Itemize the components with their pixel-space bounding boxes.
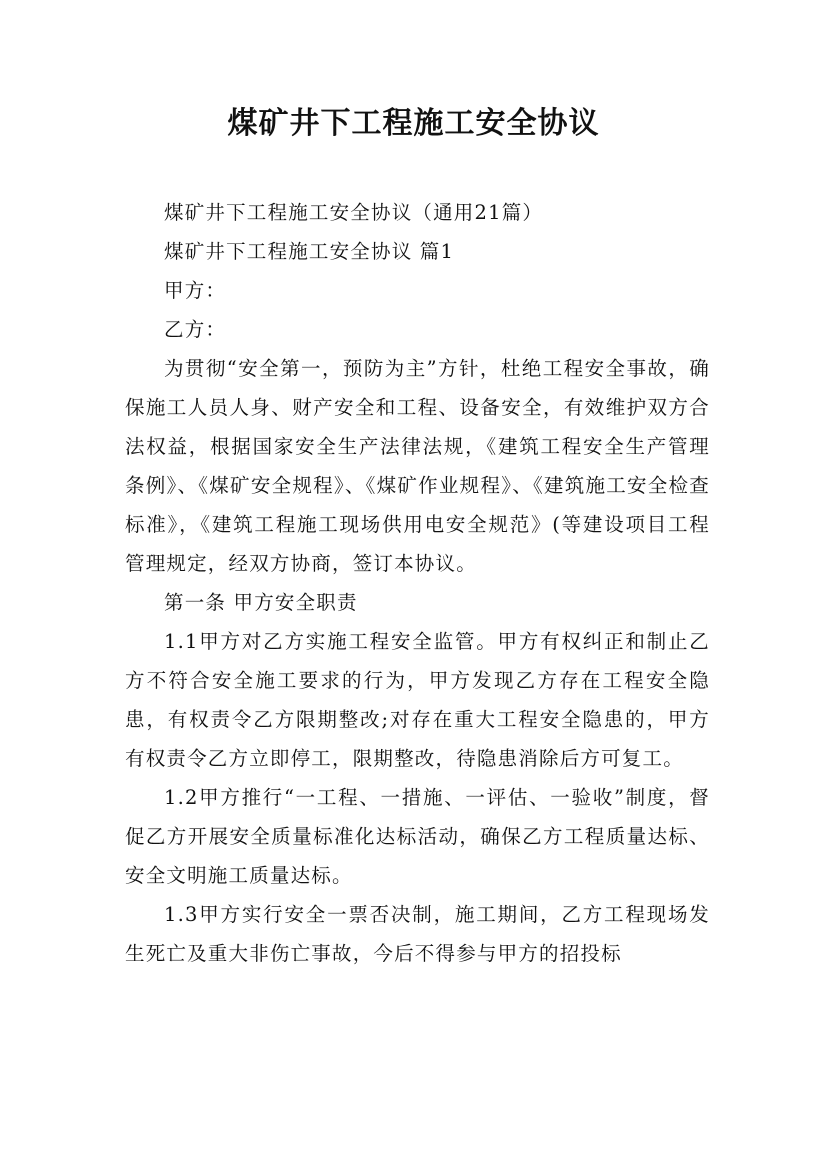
document-body: [125, 193, 710, 973]
document-subtitle: 煤矿井下工程施工安全协议（通用21篇）: [164, 201, 544, 224]
party-a-label: 甲方：: [164, 279, 227, 302]
clause-1-2: 1.2甲方推行“一工程、一措施、一评估、一验收”制度，督促乙方开展安全质量标准化达标活动，确保乙方工程质量达标、安全文明施工质量达标。: [125, 786, 710, 887]
document-title: 煤矿井下工程施工安全协议: [227, 106, 600, 141]
section-heading-part-1: 煤矿井下工程施工安全协议 篇1: [164, 240, 455, 263]
article-1-heading: 第一条 甲方安全职责: [164, 591, 358, 614]
clause-1-3: 1.3甲方实行安全一票否决制，施工期间，乙方工程现场发生死亡及重大非伤亡事故，今后不得参与甲方的招投标: [125, 903, 710, 965]
preamble-paragraph: 为贯彻“安全第一，预防为主”方针，杜绝工程安全事故，确保施工人员人身、财产安全和工程、设备安全，有效维护双方合法权益，根据国家安全生产法律法规，《建筑工程安全生产管理条例》、《煤矿安全规程》、《煤矿作业规程》、《建筑施工安全检查标准》，《建筑工程施工现场供用电安全规范》(等建设项目工程管理规定，经双方协商，签订本协议。: [125, 357, 710, 575]
party-b-label: 乙方：: [164, 318, 227, 341]
clause-1-1: 1.1甲方对乙方实施工程安全监管。甲方有权纠正和制止乙方不符合安全施工要求的行为，甲方发现乙方存在工程安全隐患，有权责令乙方限期整改;对存在重大工程安全隐患的，甲方有权责令乙方立即停工，限期整改，待隐患消除后方可复工。: [125, 630, 710, 770]
